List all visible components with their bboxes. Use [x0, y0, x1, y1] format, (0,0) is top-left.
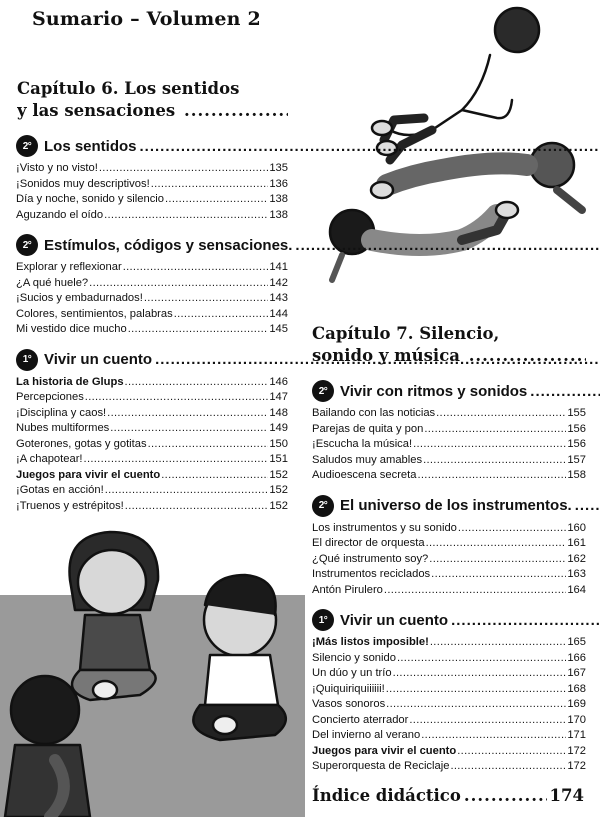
- toc-section: [312, 379, 586, 484]
- entry-page: 149: [269, 422, 288, 434]
- entry-label: Goterones, gotas y gotitas: [16, 437, 147, 450]
- chapter-7-column: [312, 323, 586, 785]
- entry-label: Colores, sentimientos, palabras: [16, 307, 173, 320]
- entry-page: 163: [567, 568, 586, 580]
- toc-entry[interactable]: [312, 759, 586, 775]
- entry-label: ¡Quiquiriquiiiiii!: [312, 682, 385, 695]
- entry-page: 152: [269, 468, 288, 481]
- entry-page: 157: [567, 453, 586, 466]
- entry-label: Día y noche, sonido y silencio: [16, 193, 165, 205]
- entry-page: 152: [269, 484, 288, 496]
- toc-entry[interactable]: [16, 192, 288, 208]
- entry-label: Del invierno al verano: [312, 729, 421, 741]
- chapter-6-column: [16, 78, 293, 524]
- grade-badge-icon: 2°: [16, 135, 38, 157]
- entry-label: Los instrumentos y su sonido: [312, 521, 457, 534]
- section-heading[interactable]: [312, 608, 586, 632]
- toc-entry[interactable]: [312, 406, 586, 422]
- entry-page: 167: [567, 667, 586, 679]
- entry-label: Juegos para vivir el cuento: [312, 744, 457, 757]
- entry-label: ¡Visto y no visto!: [16, 162, 98, 174]
- toc-entry[interactable]: [312, 635, 586, 651]
- grade-badge-icon: 1°: [16, 349, 38, 371]
- entry-label: Superorquesta de Reciclaje: [312, 760, 450, 772]
- entry-page: 147: [269, 391, 288, 403]
- entry-label: Aguzando el oído: [16, 208, 104, 221]
- section-title: Vivir un cuento: [340, 611, 449, 629]
- toc-entry[interactable]: [16, 161, 288, 177]
- entry-page: 138: [269, 208, 288, 221]
- toc-entry[interactable]: [312, 728, 586, 744]
- entry-label: Instrumentos reciclados: [312, 568, 431, 580]
- toc-entry[interactable]: [312, 468, 586, 484]
- entry-label: ¡Sucios y embadurnados!: [16, 292, 143, 304]
- grade-badge-icon: 2°: [16, 234, 38, 256]
- chapter-7-title-line2: sonido y música: [312, 346, 460, 365]
- entry-page: 172: [567, 744, 586, 757]
- section-heading[interactable]: [312, 494, 586, 518]
- entry-label: Vasos sonoros: [312, 698, 386, 710]
- index-page: 174: [549, 786, 584, 805]
- toc-entry[interactable]: [16, 177, 288, 193]
- toc-entry[interactable]: [16, 406, 288, 422]
- section-heading[interactable]: [16, 134, 288, 158]
- grade-badge-icon: 1°: [312, 609, 334, 631]
- chapter-6-heading[interactable]: [17, 78, 288, 122]
- entry-page: 164: [567, 583, 586, 596]
- toc-entry[interactable]: [312, 521, 586, 537]
- toc-entry[interactable]: [16, 291, 288, 307]
- chapter-6-title-line1: Capítulo 6. Los sentidos: [17, 79, 240, 98]
- toc-entry[interactable]: [312, 453, 586, 469]
- index-label: Índice didáctico: [312, 786, 461, 805]
- toc-entry[interactable]: [16, 421, 288, 437]
- toc-entry[interactable]: [312, 744, 586, 760]
- toc-entry[interactable]: [312, 697, 586, 713]
- entry-page: 158: [567, 469, 586, 481]
- entry-page: 166: [567, 651, 586, 664]
- entry-page: 160: [567, 521, 586, 534]
- chapter-6-title-line2: y las sensaciones: [17, 101, 176, 120]
- toc-entry[interactable]: [312, 536, 586, 552]
- toc-entry[interactable]: [16, 499, 288, 515]
- section-title: Estímulos, códigos y sensaciones.: [44, 236, 293, 254]
- toc-entry[interactable]: [16, 208, 288, 224]
- entry-page: 165: [567, 636, 586, 648]
- toc-entry[interactable]: [16, 437, 288, 453]
- entry-page: 143: [269, 292, 288, 304]
- entry-label: Antón Pirulero: [312, 583, 383, 596]
- entry-label: ¡Gotas en acción!: [16, 484, 104, 496]
- entry-page: 141: [269, 261, 288, 273]
- entry-page: 161: [567, 537, 586, 549]
- toc-entry[interactable]: [16, 276, 288, 292]
- entry-page: 135: [269, 162, 288, 174]
- toc-entry[interactable]: [16, 375, 288, 391]
- section-heading[interactable]: [16, 348, 288, 372]
- entry-page: 151: [269, 453, 288, 465]
- entry-page: 142: [269, 276, 288, 289]
- toc-section: [16, 233, 293, 338]
- entry-label: ¡A chapotear!: [16, 453, 83, 465]
- section-heading[interactable]: [16, 233, 293, 257]
- entry-label: Percepciones: [16, 391, 84, 403]
- entry-label: Nubes multiformes: [16, 422, 110, 434]
- toc-entry[interactable]: [16, 322, 288, 338]
- grade-badge-icon: 2°: [312, 380, 334, 402]
- entry-page: 156: [567, 438, 586, 450]
- entry-label: Saludos muy amables: [312, 453, 423, 466]
- toc-section: [16, 134, 288, 223]
- section-title: Los sentidos: [44, 137, 137, 155]
- entry-page: 144: [269, 307, 288, 320]
- entry-label: ¿Qué instrumento soy?: [312, 552, 429, 565]
- entry-label: ¡Truenos y estrépitos!: [16, 499, 124, 512]
- entry-page: 148: [269, 406, 288, 419]
- entry-page: 136: [269, 177, 288, 190]
- entry-page: 162: [567, 552, 586, 565]
- section-title: Vivir con ritmos y sonidos: [340, 382, 528, 400]
- entry-page: 156: [567, 422, 586, 435]
- entry-page: 169: [567, 698, 586, 710]
- entry-label: Concierto aterrador: [312, 713, 409, 726]
- index-entry[interactable]: [312, 786, 584, 805]
- toc-entry[interactable]: [312, 437, 586, 453]
- toc-entry[interactable]: [16, 483, 288, 499]
- section-heading[interactable]: [312, 379, 586, 403]
- toc-entry[interactable]: [16, 260, 288, 276]
- entry-page: 171: [567, 729, 586, 741]
- section-title: Vivir un cuento: [44, 351, 153, 368]
- toc-entry[interactable]: [16, 307, 288, 323]
- entry-label: ¡Sonidos muy descriptivos!: [16, 177, 150, 190]
- toc-entry[interactable]: [312, 713, 586, 729]
- toc-entry[interactable]: [312, 567, 586, 583]
- children-sitting-illustration: [0, 520, 305, 817]
- toc-entry[interactable]: [312, 583, 586, 599]
- toc-entry[interactable]: [312, 666, 586, 682]
- entry-page: 168: [567, 682, 586, 695]
- entry-page: 170: [567, 713, 586, 726]
- toc-section: [312, 608, 586, 775]
- toc-entry[interactable]: [16, 452, 288, 468]
- entry-label: ¡Escucha la música!: [312, 438, 413, 450]
- entry-label: ¡Disciplina y caos!: [16, 406, 107, 419]
- entry-page: 150: [269, 437, 288, 450]
- entry-label: Mi vestido dice mucho: [16, 323, 127, 335]
- toc-section: [312, 494, 586, 599]
- toc-entry[interactable]: [16, 468, 288, 484]
- entry-page: 155: [567, 407, 586, 419]
- entry-page: 172: [567, 760, 586, 772]
- entry-page: 152: [269, 499, 288, 512]
- entry-label: Un dúo y un trío: [312, 667, 392, 679]
- entry-page: 138: [269, 193, 288, 205]
- section-title: El universo de los instrumentos.: [340, 497, 572, 514]
- entry-page: 145: [269, 323, 288, 335]
- toc-entry[interactable]: [16, 390, 288, 406]
- chapter-7-heading[interactable]: [312, 323, 586, 367]
- entry-label: La historia de Glups: [16, 375, 124, 388]
- entry-label: Parejas de quita y pon: [312, 422, 424, 435]
- entry-label: ¿A qué huele?: [16, 276, 89, 289]
- entry-label: El director de orquesta: [312, 537, 425, 549]
- grade-badge-icon: 2°: [312, 495, 334, 517]
- entry-label: Bailando con las noticias: [312, 407, 436, 419]
- entry-label: Juegos para vivir el cuento: [16, 468, 161, 481]
- entry-label: Silencio y sonido: [312, 651, 396, 664]
- entry-label: ¡Más listos imposible!: [312, 636, 429, 648]
- toc-entry[interactable]: [312, 651, 586, 667]
- toc-entry[interactable]: [312, 682, 586, 698]
- toc-entry[interactable]: [312, 422, 586, 438]
- chapter-7-title-line1: Capítulo 7. Silencio,: [312, 324, 500, 343]
- toc-entry[interactable]: [312, 552, 586, 568]
- entry-label: Audioescena secreta: [312, 469, 417, 481]
- toc-section: [16, 348, 288, 515]
- entry-label: Explorar y reflexionar: [16, 261, 122, 273]
- page-title: Sumario – Volumen 2: [32, 8, 261, 30]
- entry-page: 146: [269, 375, 288, 388]
